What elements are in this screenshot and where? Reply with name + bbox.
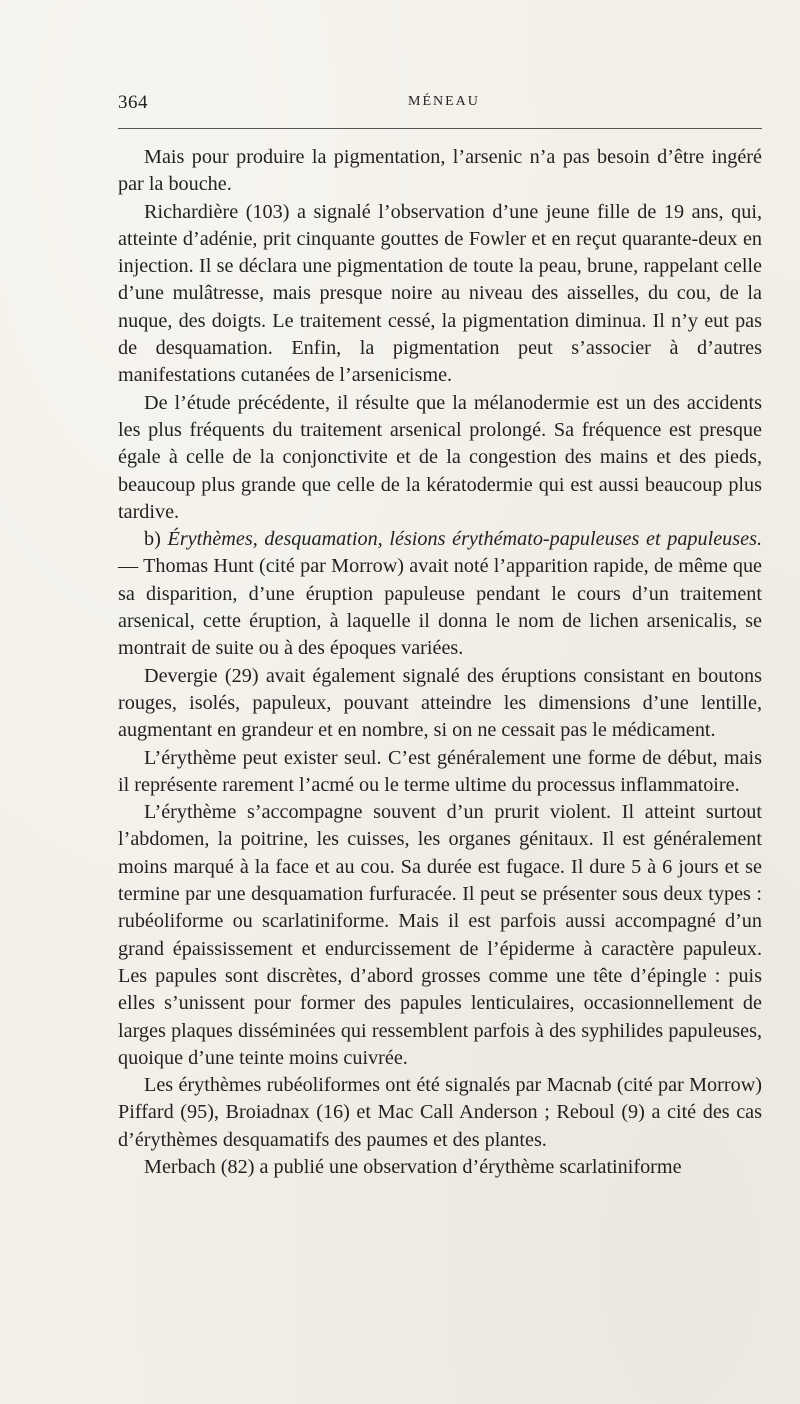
paragraph: Richardière (103) a signalé l’observation d’une jeune fille de 19 ans, qui, atteinte d’adénie, prit cinquante gouttes de Fowler et en reçut quarante-deux en injection. Il se déclara une pigmentation de toute la peau, brune, rappelant celle d’une mulâtresse, mais presque noire au niveau des aisselles, du cou, de la nuque, des doigts. Le traitement cessé, la pigmentation diminua. Il n’y eut pas de desquamation. Enfin, la pigmentation peut s’associer à d’autres manifestations cutanées de l’arsenicisme. <box>118 200 762 387</box>
paragraph-section-b <box>118 526 762 662</box>
paragraph: L’érythème s’accompagne souvent d’un prurit violent. Il atteint surtout l’abdomen, la poitrine, les cuisses, les organes génitaux. Il est généralement moins marqué à la face et au cou. Sa durée est fugace. Il dure 5 à 6 jours et se termine par une desquamation furfuracée. Il peut se présenter sous deux types : rubéoliforme ou scarlatiniforme. Mais il est parfois aussi accompagné d’un grand épaississement et endurcissement de l’épiderme à caractère papuleux. Les papules sont discrètes, d’abord grosses comme une tête d’épingle : puis elles s’unissent pour former des papules lenticulaires, occasionnellement de larges plaques disséminées qui ressemblent parfois à des syphilides papuleuses, quoique d’une teinte moins cuivrée. <box>118 801 762 1069</box>
paragraph-text: — Thomas Hunt (cité par Morrow) avait noté l’apparition rapide, de même que sa disparition, d’une éruption papuleuse pendant le cours d’un traitement arsenical, cette éruption, à laquelle il donna le nom de lichen arsenicalis, se montrait de suite ou à des époques variées. <box>118 555 762 660</box>
paragraph: De l’étude précédente, il résulte que la mélanodermie est un des accidents les plus fréquents du traitement arsenical prolongé. Sa fréquence est presque égale à celle de la conjonctivite et de la congestion des mains et des pieds, beaucoup plus grande que celle de la kératodermie qui est aussi beaucoup plus tardive. <box>118 391 762 523</box>
body-text <box>118 144 762 1181</box>
page-header <box>118 92 762 116</box>
paragraph: Mais pour produire la pigmentation, l’arsenic n’a pas besoin d’être ingéré par la bouche. <box>118 146 762 196</box>
section-heading: Érythèmes, desquamation, lésions érythémato-papuleuses et papuleuses. <box>167 528 762 551</box>
page-number: 364 <box>118 92 148 113</box>
paragraph: L’érythème peut exister seul. C’est généralement une forme de début, mais il représente rarement l’acmé ou le terme ultime du processus inflammatoire. <box>118 746 762 796</box>
paragraph: Devergie (29) avait également signalé des éruptions consistant en boutons rouges, isolés, papuleux, pouvant atteindre les dimensions d’une lentille, augmentant en grandeur et en nombre, si on ne cessait pas le médicament. <box>118 664 762 742</box>
header-rule <box>118 128 762 129</box>
section-label: b) <box>144 528 168 551</box>
running-title: MÉNEAU <box>408 94 480 109</box>
paragraph: Les érythèmes rubéoliformes ont été signalés par Macnab (cité par Morrow) Piffard (95), Broiadnax (16) et Mac Call Anderson ; Reboul (9) a cité des cas d’érythèmes desquamatifs des paumes et des plantes. <box>118 1074 762 1151</box>
paragraph: Merbach (82) a publié une observation d’érythème scarlatiniforme <box>144 1155 682 1178</box>
